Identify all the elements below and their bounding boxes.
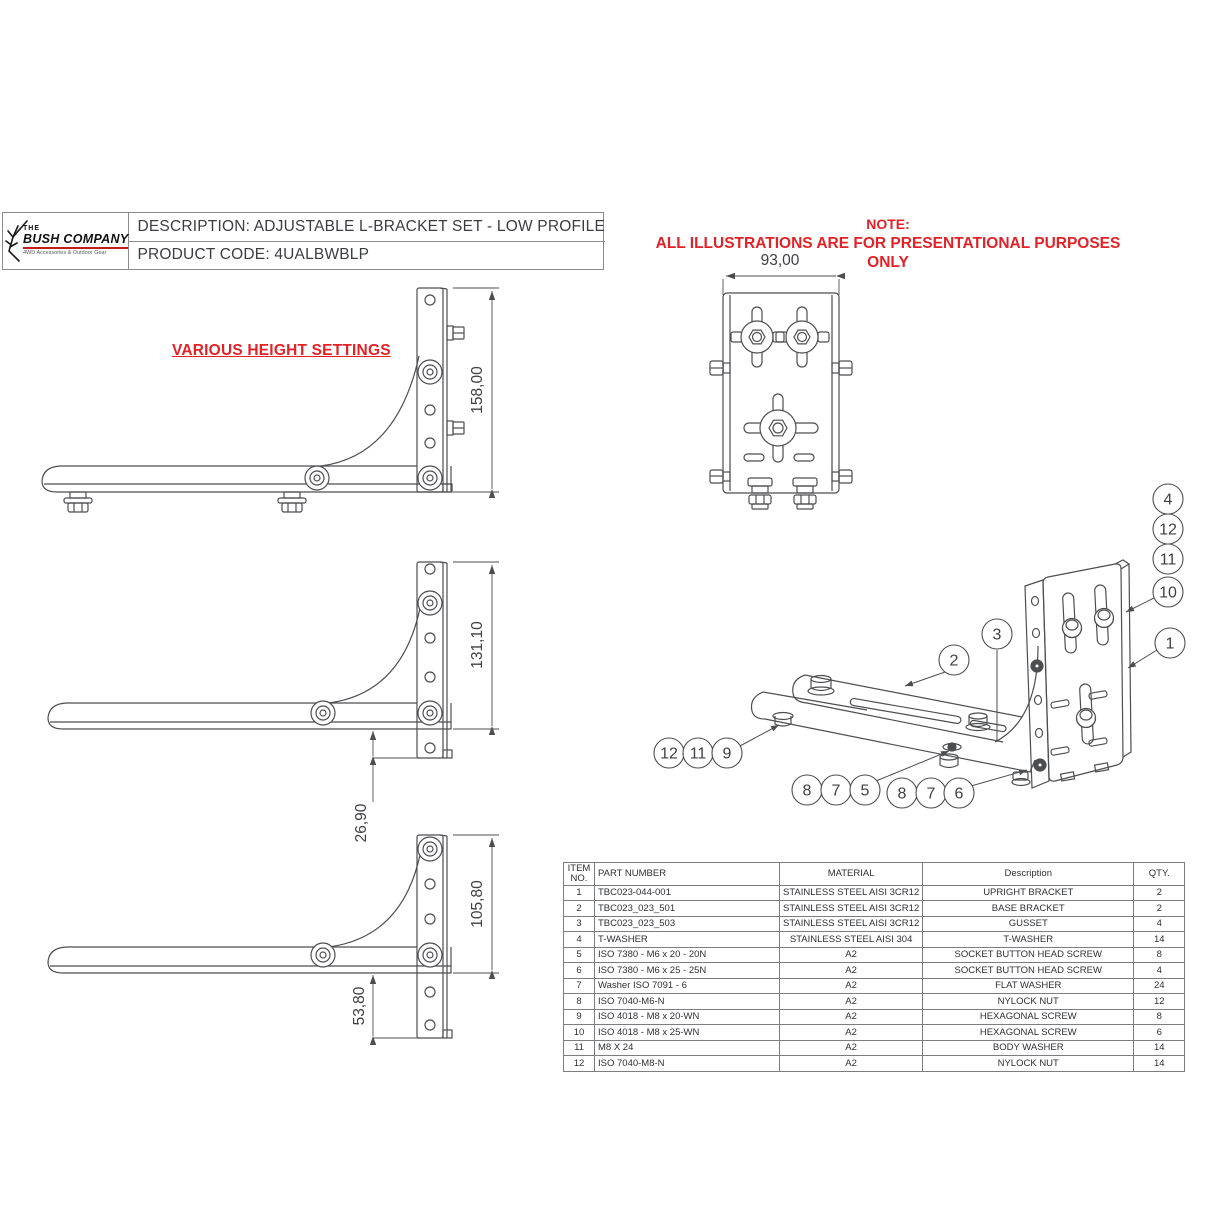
cell-item-no: 9 <box>564 1009 595 1025</box>
svg-text:7: 7 <box>831 782 841 800</box>
balloon-12 <box>1153 514 1183 544</box>
cell-item-no: 12 <box>564 1056 595 1072</box>
logo-name: BUSH COMPANY <box>23 232 129 247</box>
svg-text:8: 8 <box>897 785 907 803</box>
cell-qty: 4 <box>1134 916 1185 932</box>
cell-qty: 4 <box>1134 963 1185 979</box>
side-view-3 <box>30 822 510 1072</box>
table-row <box>564 994 1185 1010</box>
parts-table-body <box>564 885 1185 1071</box>
cell-qty: 14 <box>1134 932 1185 948</box>
table-row <box>564 1025 1185 1041</box>
svg-text:8: 8 <box>802 782 812 800</box>
svg-text:11: 11 <box>1159 551 1177 569</box>
balloon-10 <box>1153 577 1183 607</box>
pivot-bolt <box>305 360 442 490</box>
svg-text:10: 10 <box>1159 584 1177 602</box>
cell-description: UPRIGHT BRACKET <box>923 885 1134 901</box>
cell-part-number: ISO 4018 - M8 x 20-WN <box>595 1009 780 1025</box>
table-row <box>564 947 1185 963</box>
cell-part-number: ISO 4018 - M8 x 25-WN <box>595 1025 780 1041</box>
header-description: Description <box>923 863 1134 886</box>
header-material: MATERIAL <box>780 863 923 886</box>
cell-item-no: 10 <box>564 1025 595 1041</box>
balloon-5 <box>850 775 880 805</box>
svg-text:4: 4 <box>1163 491 1173 509</box>
cell-material: A2 <box>780 1040 923 1056</box>
cell-material: A2 <box>780 994 923 1010</box>
cell-description: NYLOCK NUT <box>923 994 1134 1010</box>
svg-text:5: 5 <box>860 782 870 800</box>
cell-description: HEXAGONAL SCREW <box>923 1009 1134 1025</box>
table-row <box>564 1056 1185 1072</box>
svg-text:12: 12 <box>660 745 678 763</box>
balloon-7b <box>916 778 946 808</box>
cell-item-no: 5 <box>564 947 595 963</box>
balloon-11 <box>1153 544 1183 574</box>
logo-the: THE <box>23 225 40 233</box>
header-qty: QTY. <box>1134 863 1185 886</box>
balloon-4 <box>1153 484 1183 514</box>
table-row <box>564 1009 1185 1025</box>
table-row <box>564 932 1185 948</box>
pivot-bolt <box>311 591 442 725</box>
cell-qty: 8 <box>1134 947 1185 963</box>
cell-material: STAINLESS STEEL AISI 3CR12 <box>780 901 923 917</box>
balloon-6 <box>944 778 974 808</box>
dimension-26 <box>373 731 449 802</box>
svg-text:2: 2 <box>949 652 959 670</box>
cell-item-no: 8 <box>564 994 595 1010</box>
cell-qty: 24 <box>1134 978 1185 994</box>
cell-description: FLAT WASHER <box>923 978 1134 994</box>
bracket-outline <box>48 835 452 1038</box>
product-code-row: PRODUCT CODE: 4UALBWBLP <box>137 246 370 264</box>
cell-item-no: 2 <box>564 901 595 917</box>
cell-description: BASE BRACKET <box>923 901 1134 917</box>
cell-qty: 14 <box>1134 1040 1185 1056</box>
bracket-outline <box>42 288 464 512</box>
cell-part-number: TBC023-044-001 <box>595 885 780 901</box>
header-part-number: PART NUMBER <box>595 863 780 886</box>
header-item-no: ITEM NO. <box>564 863 595 886</box>
balloon-8 <box>792 775 822 805</box>
side-bolt <box>447 421 464 435</box>
cell-part-number: M8 X 24 <box>595 1040 780 1056</box>
description-row: DESCRIPTION: ADJUSTABLE L-BRACKET SET - LOW PROFILE <box>129 213 605 242</box>
slot-bolt <box>1095 609 1114 628</box>
cell-qty: 12 <box>1134 994 1185 1010</box>
balloon-11b <box>683 738 713 768</box>
dimension-93 <box>723 276 839 295</box>
bracket-outline <box>48 562 452 758</box>
balloon-callouts <box>654 484 1185 808</box>
table-row <box>564 963 1185 979</box>
balloon-9 <box>712 738 742 768</box>
cell-description: T-WASHER <box>923 932 1134 948</box>
company-logo <box>3 213 129 269</box>
isometric-view <box>615 460 1207 840</box>
dimension-158-label: 158,00 <box>469 366 486 414</box>
cell-qty: 6 <box>1134 1025 1185 1041</box>
cell-part-number: TBC023_023_501 <box>595 901 780 917</box>
cell-part-number: ISO 7040-M6-N <box>595 994 780 1010</box>
cell-description: HEXAGONAL SCREW <box>923 1025 1134 1041</box>
balloon-12b <box>654 738 684 768</box>
table-row <box>564 901 1185 917</box>
table-row <box>564 978 1185 994</box>
cell-part-number: ISO 7380 - M6 x 25 - 25N <box>595 963 780 979</box>
cell-item-no: 7 <box>564 978 595 994</box>
svg-text:9: 9 <box>722 745 732 763</box>
cell-material: A2 <box>780 1056 923 1072</box>
cell-part-number: ISO 7040-M8-N <box>595 1056 780 1072</box>
cell-part-number: TBC023_023_503 <box>595 916 780 932</box>
side-bolt <box>447 326 464 340</box>
cell-part-number: Washer ISO 7091 - 6 <box>595 978 780 994</box>
cell-item-no: 11 <box>564 1040 595 1056</box>
dimension-105-label: 105,80 <box>469 880 486 928</box>
cell-description: GUSSET <box>923 916 1134 932</box>
cell-item-no: 1 <box>564 885 595 901</box>
cell-material: STAINLESS STEEL AISI 3CR12 <box>780 916 923 932</box>
center-bolt <box>744 394 818 462</box>
balloon-1 <box>1155 628 1185 658</box>
side-bolt <box>710 361 852 375</box>
parts-table <box>563 862 1185 1072</box>
cell-description: SOCKET BUTTON HEAD SCREW <box>923 963 1134 979</box>
dimension-26-label: 26,90 <box>353 803 370 843</box>
cell-qty: 8 <box>1134 1009 1185 1025</box>
balloon-7 <box>821 775 851 805</box>
balloon-8b <box>887 778 917 808</box>
svg-text:11: 11 <box>689 745 707 763</box>
svg-text:7: 7 <box>926 785 936 803</box>
cell-material: STAINLESS STEEL AISI 304 <box>780 932 923 948</box>
dimension-53-label: 53,80 <box>351 986 368 1026</box>
cell-item-no: 6 <box>564 963 595 979</box>
logo-underline <box>23 247 128 250</box>
side-view-1 <box>30 280 510 520</box>
balloon-3 <box>982 619 1012 649</box>
dimension-131-label: 131,10 <box>469 621 486 669</box>
cell-description: NYLOCK NUT <box>923 1056 1134 1072</box>
title-block <box>2 212 604 270</box>
table-row <box>564 1040 1185 1056</box>
svg-text:12: 12 <box>1159 521 1177 539</box>
side-view-2 <box>30 550 510 843</box>
cell-material: STAINLESS STEEL AISI 3CR12 <box>780 885 923 901</box>
foot-bolt <box>773 713 793 727</box>
cell-material: A2 <box>780 1025 923 1041</box>
svg-text:1: 1 <box>1165 635 1175 653</box>
svg-text:3: 3 <box>992 626 1002 644</box>
cell-qty: 14 <box>1134 1056 1185 1072</box>
note-title: NOTE: <box>866 216 910 232</box>
cell-description: BODY WASHER <box>923 1040 1134 1056</box>
svg-text:6: 6 <box>954 785 964 803</box>
cell-material: A2 <box>780 963 923 979</box>
note-body: ALL ILLUSTRATIONS ARE FOR PRESENTATIONAL PURPOSES ONLY <box>655 234 1121 271</box>
cell-material: A2 <box>780 1009 923 1025</box>
various-height-settings-label: VARIOUS HEIGHT SETTINGS <box>172 342 391 359</box>
dimension-53 <box>373 975 449 1038</box>
logo-tagline: 4WD Accessories & Outdoor Gear <box>23 250 107 257</box>
cell-part-number: T-WASHER <box>595 932 780 948</box>
cell-material: A2 <box>780 978 923 994</box>
parts-table-header-row <box>564 863 1185 886</box>
t-washer-foot <box>278 492 306 512</box>
cell-item-no: 4 <box>564 932 595 948</box>
balloon-2 <box>939 645 969 675</box>
cell-description: SOCKET BUTTON HEAD SCREW <box>923 947 1134 963</box>
slot-bolt <box>1063 619 1082 638</box>
slot-bolt <box>1077 709 1096 728</box>
t-washer-foot <box>64 492 92 512</box>
dimension-93-label: 93,00 <box>760 252 800 269</box>
cell-part-number: ISO 7380 - M6 x 20 - 20N <box>595 947 780 963</box>
table-row <box>564 916 1185 932</box>
hex-nut <box>940 743 961 768</box>
cell-qty: 2 <box>1134 901 1185 917</box>
cell-qty: 2 <box>1134 885 1185 901</box>
table-row <box>564 885 1185 901</box>
cell-item-no: 3 <box>564 916 595 932</box>
cell-material: A2 <box>780 947 923 963</box>
